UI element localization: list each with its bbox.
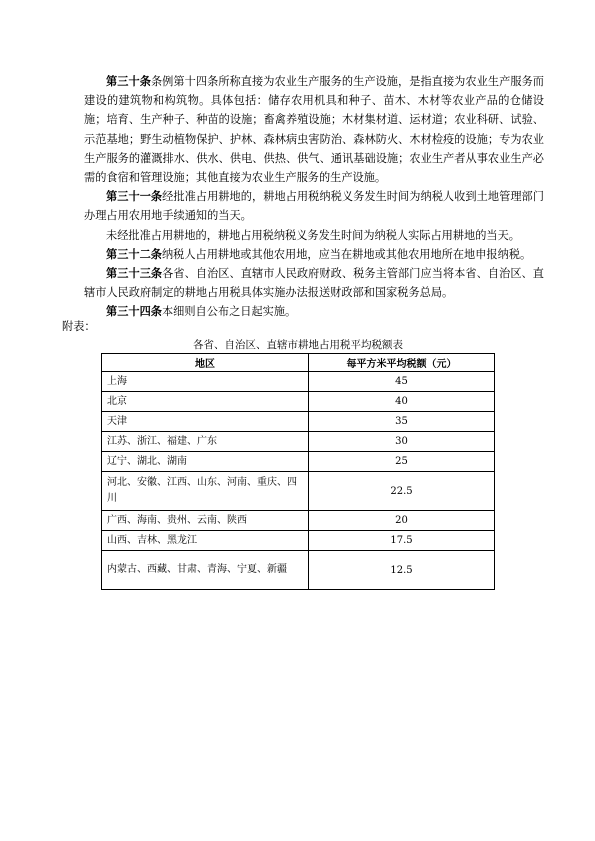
amount-cell: 22.5 <box>309 472 495 511</box>
table-header-row <box>102 354 495 372</box>
amount-cell: 45 <box>309 372 495 392</box>
region-cell: 辽宁、湖北、湖南 <box>102 452 309 472</box>
table-row <box>102 392 495 412</box>
amount-cell: 30 <box>309 432 495 452</box>
amount-cell: 35 <box>309 412 495 432</box>
region-cell: 山西、吉林、黑龙江 <box>102 531 309 551</box>
region-cell: 北京 <box>102 392 309 412</box>
appendix-label: 附表： <box>62 320 96 333</box>
article-32 <box>84 245 544 264</box>
region-cell: 上海 <box>102 372 309 392</box>
article-text: 各省、自治区、直辖市人民政府财政、税务主管部门应当将本省、自治区、直辖市人民政府制定的耕地占用税具体实施办法报送财政部和国家税务总局。 <box>84 267 544 300</box>
region-cell: 江苏、浙江、福建、广东 <box>102 432 309 452</box>
table-title: 各省、自治区、直辖市耕地占用税平均税额表 <box>193 339 403 351</box>
article-label: 第三十条 <box>106 74 151 88</box>
amount-cell: 25 <box>309 452 495 472</box>
table-row <box>102 551 495 590</box>
table-row <box>102 432 495 452</box>
header-region: 地区 <box>102 354 309 372</box>
amount-cell: 12.5 <box>309 551 495 590</box>
amount-cell: 17.5 <box>309 531 495 551</box>
article-label: 第三十三条 <box>106 266 163 281</box>
table-row <box>102 531 495 551</box>
article-text: 未经批准占用耕地的，耕地占用税纳税义务发生时间为纳税人实际占用耕地的当天。 <box>106 228 520 242</box>
table-row <box>102 511 495 531</box>
article-33 <box>84 264 544 302</box>
amount-cell: 40 <box>309 392 495 412</box>
article-text: 条例第十四条所称直接为农业生产服务的生产设施，是指直接为农业生产服务而建设的建筑物和构筑物。具体包括：储存农用机具和种子、苗木、木材等农业产品的仓储设施；培育、生产种子、种苗的设施；畜禽养殖设施；木材集材道、运材道；农业科研、试验、示范基地；野生动植物保护、护林、森林病虫害防治、森林防火、木材检疫的设施；专为农业生产服务的灌溉排水、供水、供电、供热、供气、通讯基础设施；农业生产者从事农业生产必需的食宿和管理设施；其他直接为农业生产服务的生产设施。 <box>84 75 544 185</box>
header-amount: 每平方米平均税额（元） <box>309 354 495 372</box>
article-31-paragraph-2 <box>84 226 544 245</box>
article-label: 第三十一条 <box>106 189 163 204</box>
table-row <box>102 452 495 472</box>
article-30 <box>84 72 544 187</box>
articles-block <box>84 72 544 322</box>
article-text: 纳税人占用耕地或其他农用地，应当在耕地或其他农用地所在地申报纳税。 <box>161 247 532 261</box>
article-label: 第三十二条 <box>106 246 162 261</box>
amount-cell: 20 <box>309 511 495 531</box>
tax-rate-table <box>101 353 495 590</box>
article-text: 本细则自公布之日起实施。 <box>161 305 297 319</box>
article-text: 经批准占用耕地的，耕地占用税纳税义务发生时间为纳税人收到土地管理部门办理占用农用地手续通知的当天。 <box>84 190 544 223</box>
table-row <box>102 412 495 432</box>
table-row <box>102 472 495 511</box>
region-cell: 广西、海南、贵州、云南、陕西 <box>102 511 309 531</box>
region-cell: 内蒙古、西藏、甘肃、青海、宁夏、新疆 <box>102 551 309 590</box>
region-cell: 天津 <box>102 412 309 432</box>
article-label: 第三十四条 <box>106 304 162 319</box>
article-31 <box>84 187 544 225</box>
table-row <box>102 372 495 392</box>
region-cell: 河北、安徽、江西、山东、河南、重庆、四川 <box>102 472 309 511</box>
